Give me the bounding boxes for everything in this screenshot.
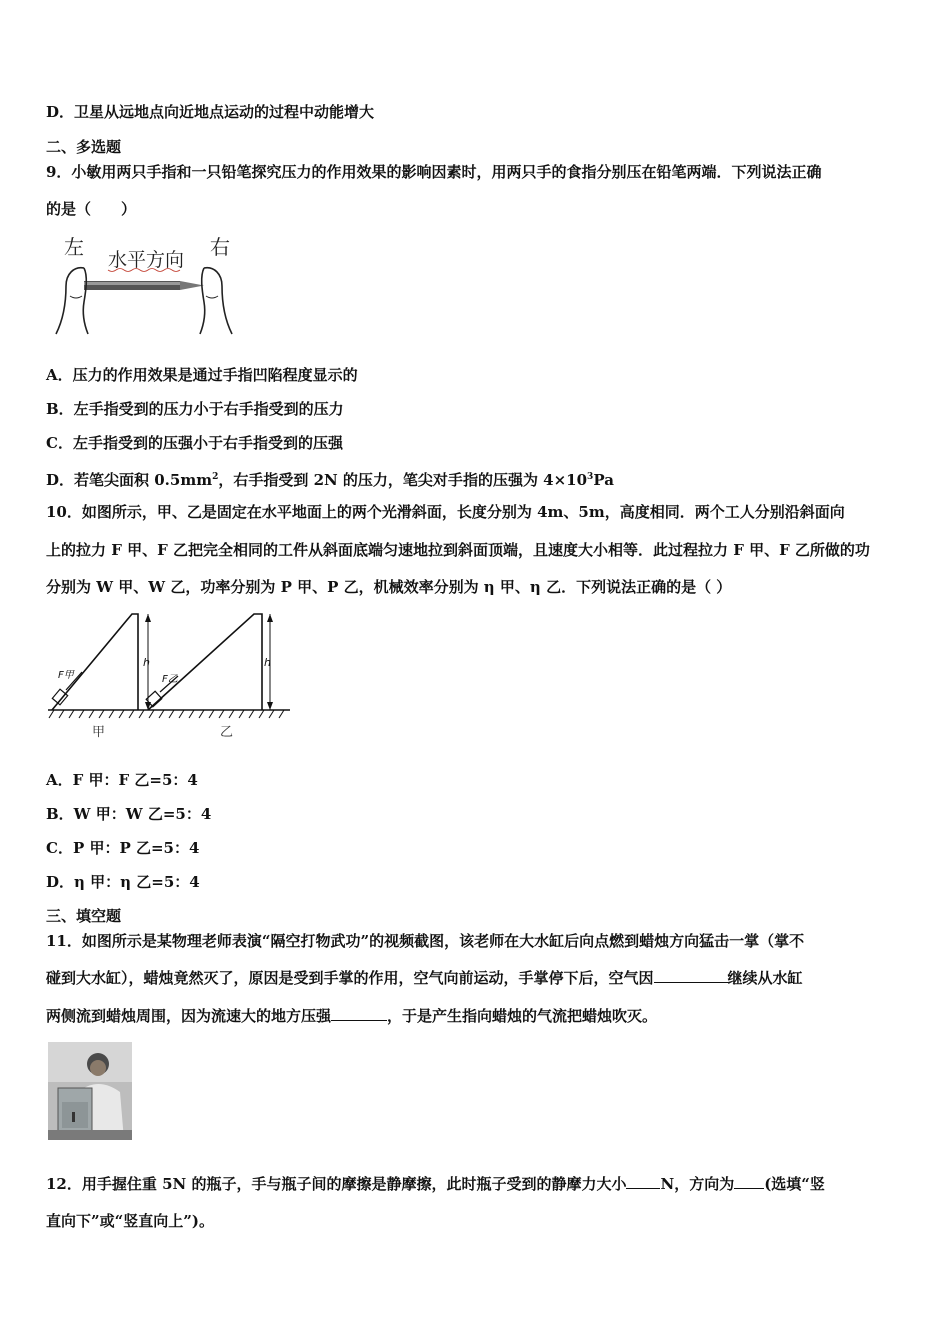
pencil-tip xyxy=(180,281,204,290)
q9-label-right: 右 xyxy=(210,235,230,259)
height-label-yi: h xyxy=(264,656,271,669)
q10-option-b: B．W 甲：W 乙=5：4 xyxy=(46,805,212,823)
q11-teacher-photo xyxy=(48,1042,132,1140)
q10-option-a: A．F 甲：F 乙=5：4 xyxy=(46,771,198,789)
q9-stem-line2: 的是（ ） xyxy=(46,200,137,218)
incline-yi xyxy=(148,614,262,710)
label-jia: 甲 xyxy=(92,725,106,740)
q9-option-b: B．左手指受到的压力小于右手指受到的压力 xyxy=(46,400,344,418)
q9-pencil-figure xyxy=(44,228,244,340)
q11-blank-2[interactable] xyxy=(331,1006,387,1021)
q11-stem-line2: 碰到大水缸），蜡烛竟然灭了，原因是受到手掌的作用，空气向前运动，手掌停下后，空气因 继续从水缸 xyxy=(46,969,803,987)
q9-label-horizontal: 水平方向 xyxy=(108,249,185,271)
section-heading-fill-blank: 三、填空题 xyxy=(46,907,122,925)
q9-option-d: D．若笔尖面积 $0.5mm^2$，右手指受到 2N 的压力，笔尖对手指的压强为 $4\times 10^3Pa$ xyxy=(46,471,614,489)
q9-label-left: 左 xyxy=(64,235,84,259)
q9-stem-line1: 9．小敏用两只手指和一只铅笔探究压力的作用效果的影响因素时，用两只手的食指分别压在铅笔两端．下列说法正确 xyxy=(46,163,822,181)
label-yi: 乙 xyxy=(220,725,234,740)
force-label-jia: F甲 xyxy=(58,670,74,681)
q10-option-c: C．P 甲：P 乙=5：4 xyxy=(46,839,200,857)
q9-option-c: C．左手指受到的压强小于右手指受到的压强 xyxy=(46,434,343,452)
q12-stem-line1: 12．用手握住重 5N 的瓶子，手与瓶子间的摩擦是静摩擦，此时瓶子受到的静摩力大小 N，方向为 (选填“竖 xyxy=(46,1175,825,1193)
incline-jia xyxy=(52,614,138,710)
q10-stem-line1: 10．如图所示，甲、乙是固定在水平地面上的两个光滑斜面，长度分别为 4m、5m，高度相同．两个工人分别沿斜面向 xyxy=(46,503,845,521)
block-jia xyxy=(52,689,67,705)
force-label-yi: F乙 xyxy=(162,674,178,685)
q11-blank-1[interactable] xyxy=(654,968,728,983)
section-heading-multiple-choice: 二、多选题 xyxy=(46,138,122,156)
q11-stem-line1: 11．如图所示是某物理老师表演“隔空打物武功”的视频截图，该老师在大水缸后向点燃到蜡烛方向猛击一掌（掌不 xyxy=(46,932,805,950)
q9-option-a: A．压力的作用效果是通过手指凹陷程度显示的 xyxy=(46,366,358,384)
q10-incline-figure xyxy=(44,606,294,744)
q8-option-d: D．卫星从远地点向近地点运动的过程中动能增大 xyxy=(46,103,375,121)
q10-stem-line2: 上的拉力 F 甲、F 乙把完全相同的工件从斜面底端匀速地拉到斜面顶端，且速度大小相等．此过程拉力 F 甲、F 乙所做的功 xyxy=(46,541,870,559)
q12-blank-2[interactable] xyxy=(734,1174,764,1189)
right-finger xyxy=(200,268,232,334)
q10-stem-line3: 分别为 W 甲、W 乙，功率分别为 P 甲、P 乙，机械效率分别为 η 甲、η 乙．下列说法正确的是（ ） xyxy=(46,578,732,596)
left-finger xyxy=(56,268,88,334)
q12-blank-1[interactable] xyxy=(626,1174,660,1189)
q12-stem-line2: 直向下”或“竖直向上”)。 xyxy=(46,1212,214,1230)
height-label-jia: h xyxy=(143,656,150,669)
q11-stem-line3: 两侧流到蜡烛周围，因为流速大的地方压强 ，于是产生指向蜡烛的气流把蜡烛吹灭。 xyxy=(46,1007,658,1025)
q10-option-d: D．η 甲：η 乙=5：4 xyxy=(46,873,200,891)
